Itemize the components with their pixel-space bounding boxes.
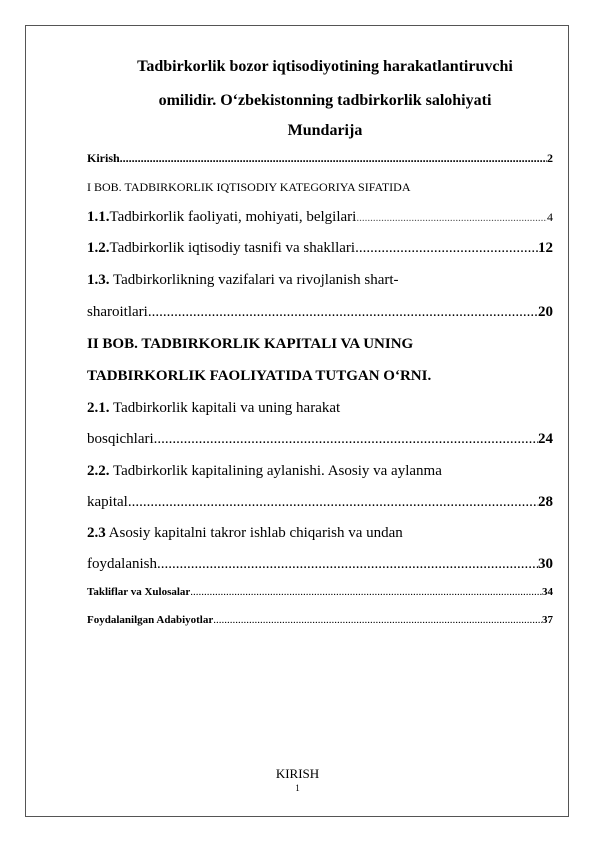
toc-label: Tadbirkorlik kapitali va uning harakat [109, 400, 341, 416]
toc-page: 30 [538, 556, 553, 572]
toc-chapter-2-line-1[interactable]: II BOB. TADBIRKORLIK KAPITALI VA UNING [87, 336, 414, 352]
toc-label: kapital [87, 494, 128, 510]
toc-entry-2-2-line-1[interactable] [87, 463, 442, 480]
toc-chapter-1[interactable]: I BOB. TADBIRKORLIK IQTISODIY KATEGORIYA SIFATIDA [87, 180, 411, 194]
toc-leader-dots [356, 212, 547, 224]
document-title-line-1: Tadbirkorlik bozor iqtisodiyotining harakatlantiruvchi [137, 58, 513, 75]
toc-page: 4 [547, 210, 553, 224]
toc-number: 1.1. [87, 209, 110, 225]
toc-chapter-2-line-2[interactable]: TADBIRKORLIK FAOLIYATIDA TUTGAN O‘RNI. [87, 368, 432, 384]
toc-number: 1.2. [87, 240, 110, 256]
toc-entry-1-2[interactable] [87, 240, 553, 257]
toc-number: 2.3 [87, 525, 106, 541]
toc-entry-kirish[interactable] [87, 151, 553, 166]
toc-leader-dots [355, 240, 538, 257]
toc-label: Tadbirkorlik iqtisodiy tasnifi va shakllari [109, 240, 356, 256]
toc-entry-1-3-line-2[interactable] [87, 304, 553, 321]
toc-entry-2-1-line-1[interactable] [87, 400, 340, 417]
toc-entry-2-3-line-1[interactable] [87, 525, 403, 542]
toc-page: 37 [542, 614, 553, 626]
toc-label: Foydalanilgan Adabiyotlar [87, 614, 214, 626]
toc-entry-2-1-line-2[interactable] [87, 431, 553, 448]
toc-number: 2.2. [87, 463, 110, 479]
toc-page: 24 [538, 431, 553, 447]
document-title-line-2: omilidir. O‘zbekistonning tadbirkorlik salohiyati [158, 92, 492, 109]
toc-number: 2.1. [87, 400, 110, 416]
toc-label: Tadbirkorlikning vazifalari va rivojlanish shart- [109, 272, 399, 288]
toc-leader-dots [148, 304, 538, 321]
toc-number: 1.3. [87, 272, 110, 288]
toc-label: Takliflar va Xulosalar [87, 586, 191, 598]
toc-label: Kirish [87, 151, 120, 165]
toc-entry-2-2-line-2[interactable] [87, 494, 553, 511]
toc-entry-2-3-line-2[interactable] [87, 556, 553, 573]
toc-label: Tadbirkorlik faoliyati, mohiyati, belgilari [109, 209, 357, 225]
toc-label: foydalanish [87, 556, 157, 572]
toc-entry-conclusions[interactable] [87, 586, 553, 598]
toc-label: Asosiy kapitalni takror ishlab chiqarish va undan [105, 525, 403, 541]
toc-leader-dots [128, 494, 538, 511]
toc-label: Tadbirkorlik kapitalining aylanishi. Asosiy va aylanma [109, 463, 442, 479]
toc-leader-dots [157, 556, 538, 573]
toc-page: 34 [542, 586, 553, 598]
toc-page: 20 [538, 304, 553, 320]
toc-leader-dots [154, 431, 538, 448]
toc-page: 28 [538, 494, 553, 510]
toc-page: 12 [538, 240, 553, 256]
toc-page: 2 [547, 151, 553, 165]
toc-label: bosqichlari [87, 431, 154, 447]
toc-entry-1-1[interactable] [87, 209, 553, 226]
toc-entry-1-3-line-1[interactable] [87, 272, 399, 289]
toc-leader-dots [190, 586, 542, 598]
next-section-heading: KIRISH [275, 766, 320, 781]
toc-leader-dots [120, 151, 547, 166]
contents-heading: Mundarija [287, 122, 363, 139]
toc-leader-dots [213, 614, 542, 626]
toc-label: sharoitlari [87, 304, 148, 320]
toc-entry-references[interactable] [87, 614, 553, 626]
page-number: 1 [295, 783, 300, 793]
